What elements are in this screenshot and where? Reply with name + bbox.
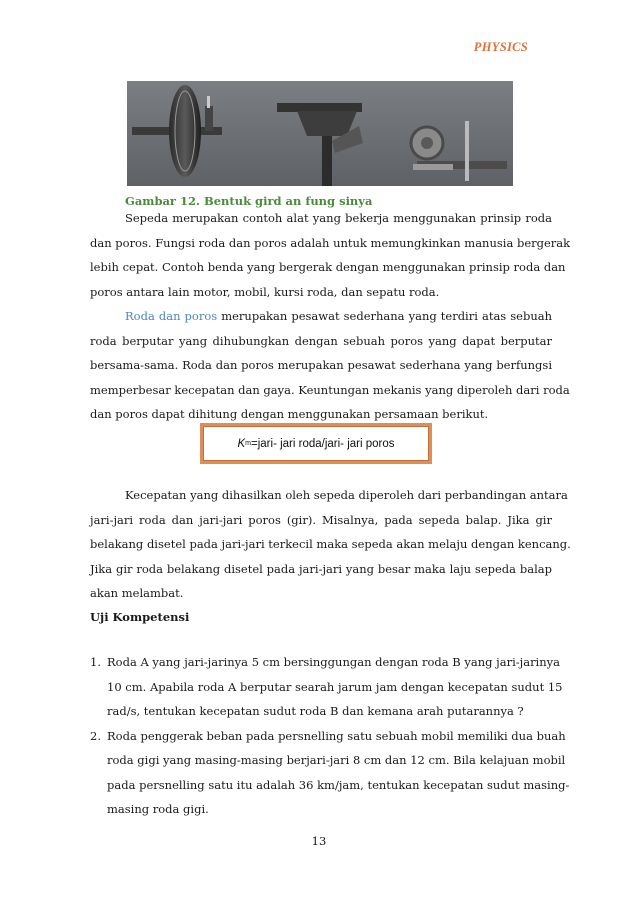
text-line: dan poros dapat dihitung dengan menggunakan persamaan berikut. [90, 407, 489, 421]
text-line: Kecepatan yang dihasilkan oleh sepeda diperoleh dari perbandingan antara [125, 488, 568, 502]
question-item [90, 724, 570, 822]
text-line: Roda penggerak beban pada persnelling satu sebuah mobil memiliki dua buah [107, 728, 566, 743]
formula-subscript: m [245, 440, 252, 447]
text-line: 10 cm. Apabila roda A berputar searah jarum jam dengan kecepatan sudut 15 [107, 679, 563, 694]
text-line: Sepeda merupakan contoh alat yang bekerja menggunakan prinsip roda [125, 211, 552, 225]
text-line: bersama-sama. Roda dan poros merupakan pesawat sederhana yang berfungsi [90, 358, 552, 372]
text-line: dan poros. Fungsi roda dan poros adalah untuk memungkinkan manusia bergerak [90, 235, 571, 250]
gear-photo [127, 81, 513, 186]
text-line: Roda A yang jari-jarinya 5 cm bersinggungan dengan roda B yang jari-jarinya [107, 655, 560, 669]
highlight-term: Roda dan poros [125, 309, 218, 323]
paragraph-speed [90, 483, 571, 606]
text-line: Jika gir roda belakang disetel pada jari-jari yang besar maka laju sepeda balap [90, 561, 552, 576]
page-number: 13 [311, 834, 327, 848]
page-header-subject: PHYSICS [473, 40, 528, 54]
text-line: jari-jari roda dan jari-jari poros (gir). Misalnya, pada sepeda balap. Jika gir [90, 512, 552, 527]
text-line: lebih cepat. Contoh benda yang bergerak dengan menggunakan prinsip roda dan [90, 260, 566, 274]
text-line: poros antara lain motor, mobil, kursi roda, dan sepatu roda. [90, 284, 440, 299]
text-line: belakang disetel pada jari-jari terkecil maka sepeda akan melaju dengan kencang. [90, 537, 571, 551]
formula-content [203, 426, 429, 461]
text-line: memperbesar kecepatan dan gaya. Keuntungan mekanis yang diperoleh dari roda [90, 382, 570, 397]
formula-symbol: K [237, 437, 246, 450]
text-line: masing roda gigi. [107, 802, 209, 816]
question-item [90, 650, 563, 724]
question-number: 1. [90, 655, 101, 669]
question-number: 2. [90, 728, 101, 743]
text-line: roda gigi yang masing-masing berjari-jari 8 cm dan 12 cm. Bila kelajuan mobil [107, 753, 566, 767]
figure-caption: Gambar 12. Bentuk gird an fung sinya [125, 194, 373, 208]
question-list [90, 650, 570, 822]
text-line: rad/s, tentukan kecepatan sudut roda B dan kemana arah putarannya ? [107, 704, 524, 718]
text-line [90, 304, 552, 329]
section-title: Uji Kompetensi [90, 610, 190, 624]
gear-photo-illustration [127, 81, 513, 186]
text-line: roda berputar yang dihubungkan dengan sebuah poros yang dapat berputar [90, 333, 552, 348]
paragraph-bicycle [90, 206, 571, 304]
formula-expression: =jari- jari roda/jari- jari poros [251, 437, 395, 450]
text-line: akan melambat. [90, 586, 184, 600]
text-span: merupakan pesawat sederhana yang terdiri atas sebuah [217, 309, 553, 323]
formula-box [200, 423, 432, 464]
paragraph-wheel-axle [90, 304, 570, 427]
text-line: pada persnelling satu itu adalah 36 km/jam, tentukan kecepatan sudut masing- [107, 777, 570, 792]
